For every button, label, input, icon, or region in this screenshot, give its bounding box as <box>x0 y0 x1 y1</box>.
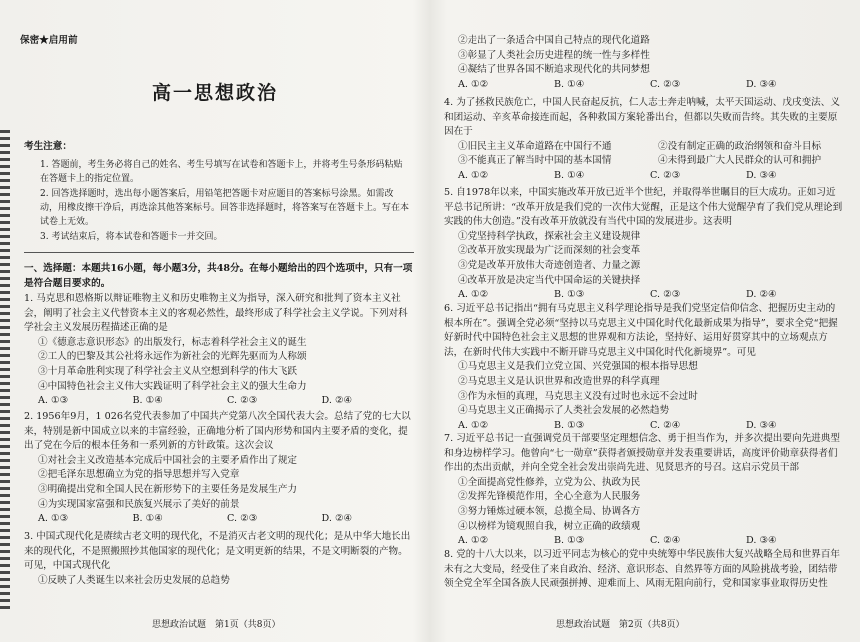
option: ②工人的巴黎及其公社将永远作为新社会的光辉先驱而为人称颂 <box>38 351 307 363</box>
choice-d: D. ③④ <box>746 78 777 90</box>
answer-choices <box>444 288 844 303</box>
question-stem: 8. 党的十八大以来，以习近平同志为核心的党中央统筹中华民族伟大复兴战略全局和世界百年未有之大变局，经受住了来自政治、经济、意识形态、自然界等方面的风险挑战考验，团结带领全党全军全国各族人民顽强拼搏、迎难而上、风雨无阻向前行，党和国家事业取得历史性 <box>444 549 840 590</box>
choice-b: B. ①③ <box>554 535 585 547</box>
choice-d: D. ②④ <box>321 513 353 525</box>
choice-b: B. ①③ <box>554 289 585 301</box>
answer-choices <box>24 394 416 409</box>
choice-d: D. ②④ <box>746 289 777 301</box>
option: ①党坚持科学执政，探索社会主义建设规律 <box>458 230 641 242</box>
option: ④改革开放是决定当代中国命运的关键抉择 <box>458 274 641 286</box>
notes-list <box>40 158 410 245</box>
question-stem: 5. 自1978年以来，中国实施改革开放已近半个世纪，并取得举世瞩目的巨大成功。正如习近平总书记所讲：“改革开放是我们党的一次伟大觉醒，正是这个伟大觉醒孕育了我们党从理论到实践的伟大创造。”没有改革开放就没有当代中国的发展进步。这表明 <box>444 187 843 228</box>
option: ①马克思主义是我们立党立国、兴党强国的根本指导思想 <box>458 361 698 373</box>
answer-choices <box>444 534 844 549</box>
answer-choices <box>24 512 416 527</box>
choice-a: A. ①② <box>458 78 489 90</box>
choice-c: C. ②④ <box>650 419 681 431</box>
question-2 <box>24 410 416 527</box>
page-footer: 思想政治试题 第2页（共8页） <box>556 620 685 630</box>
option: ③彰显了人类社会历史进程的统一性与多样性 <box>458 49 650 61</box>
option: ③努力锤炼过硬本领，总揽全局、协调各方 <box>458 505 641 517</box>
option: ①旧民主主义革命道路在中国行不通 <box>458 140 612 152</box>
question-5 <box>444 186 844 303</box>
choice-a: A. ①③ <box>38 513 69 525</box>
choice-a: A. ①② <box>458 535 489 547</box>
question-1 <box>24 292 416 409</box>
option: ④中国特色社会主义伟大实践证明了科学社会主义的强大生命力 <box>38 380 307 392</box>
choice-b: B. ①④ <box>554 169 585 181</box>
option: ②改革开放实现最为广泛而深刻的社会变革 <box>458 245 641 257</box>
option: ①《德意志意识形态》的出版发行，标志着科学社会主义的诞生 <box>38 336 307 348</box>
option-row <box>444 140 844 155</box>
question-3-continued <box>444 34 844 92</box>
choice-a: A. ①③ <box>38 395 69 407</box>
choice-c: C. ②③ <box>650 78 681 90</box>
option: ③不能真正了解当时中国的基本国情 <box>458 155 612 167</box>
question-7 <box>444 432 844 549</box>
choice-c: C. ②③ <box>227 395 258 407</box>
section-heading: 一、选择题：本题共16小题，每小题3分，共48分。在每小题给出的四个选项中，只有一项是符合题目要求的。 <box>24 263 413 289</box>
question-stem: 6. 习近平总书记指出“拥有马克思主义科学理论指导是我们党坚定信仰信念、把握历史主动的根本所在”。强调全党必须“坚持以马克思主义中国化时代化最新成果为指导”，要求全党“把握好新时代中国特色社会主义思想的世界观和方法论，坚持好、运用好贯穿其中的立场观点方法，在新时代伟大实践中不断开辟马克思主义中国化时代化新境界”。可见 <box>444 303 838 358</box>
option: ④以榜样为镜观照自我，树立正确的政绩观 <box>458 520 641 532</box>
option: ②走出了一条适合中国自己特点的现代化道路 <box>458 35 650 46</box>
question-3 <box>24 530 416 588</box>
choice-c: C. ②③ <box>650 289 681 301</box>
option: ②马克思主义是认识世界和改造世界的科学真理 <box>458 375 660 387</box>
divider <box>24 252 414 253</box>
page-footer: 思想政治试题 第1页（共8页） <box>152 620 281 630</box>
answer-choices <box>444 78 844 93</box>
answer-choices <box>444 169 844 184</box>
choice-b: B. ①④ <box>132 513 163 525</box>
option-row <box>444 154 844 169</box>
choice-c: C. ②③ <box>650 169 681 181</box>
option: ④未得到最广大人民群众的认可和拥护 <box>658 155 822 167</box>
binding-strip <box>0 130 10 610</box>
question-stem: 3. 中国式现代化是赓续古老文明的现代化，不是消灭古老文明的现代化；是从中华大地长出来的现代化，不是照搬照抄其他国家的现代化；是文明更新的结果，不是文明断裂的产物。可见，中国式现代化 <box>24 531 411 572</box>
question-stem: 2. 1956年9月，1 026名党代表参加了中国共产党第八次全国代表大会。总结了党的七大以来，特别是新中国成立以来的丰富经验，正确地分析了国内形势和国内主要矛盾的变化，提出了党在今后的根本任务和一系列新的方针政策。这次会议 <box>24 411 411 452</box>
choice-b: B. ①④ <box>554 78 585 90</box>
choice-b: B. ①③ <box>554 419 585 431</box>
option: ④为实现国家富强和民族复兴展示了美好的前景 <box>38 498 240 510</box>
note-item: 3. 考试结束后，将本试卷和答题卡一并交回。 <box>40 232 223 242</box>
option: ④凝结了世界各国不断追求现代化的共同梦想 <box>458 64 650 76</box>
option: ①反映了人类诞生以来社会历史发展的总趋势 <box>38 574 230 586</box>
option: ②把毛泽东思想确立为党的指导思想并写入党章 <box>38 469 240 481</box>
option: ③十月革命胜利实现了科学社会主义从空想到科学的伟大飞跃 <box>38 365 298 377</box>
question-stem: 7. 习近平总书记一直强调党员干部要坚定理想信念、勇于担当作为，并多次提出要向先进典型和身边榜样学习。他曾向“七一勋章”获得者颁授勋章并发表重要讲话，高度评价勋章获得者们作出的杰出贡献，并向全党全社会发出崇尚先进、见贤思齐的号召。这启示党员干部 <box>444 433 840 474</box>
choice-d: D. ③④ <box>746 169 777 181</box>
question-4 <box>444 96 844 184</box>
choice-a: A. ①② <box>458 289 489 301</box>
option: ①对社会主义改造基本完成后中国社会的主要矛盾作出了规定 <box>38 454 298 466</box>
exam-page-2 <box>430 0 860 642</box>
choice-c: C. ②③ <box>227 513 258 525</box>
question-8 <box>444 548 844 592</box>
note-item: 1. 答题前，考生务必将自己的姓名、考生号填写在试卷和答题卡上，并将考生号条形码粘贴在答题卡上的指定位置。 <box>40 160 403 184</box>
option: ②没有制定正确的政治纲领和奋斗目标 <box>658 140 822 152</box>
option: ③明确提出党和全国人民在新形势下的主要任务是发展生产力 <box>38 483 298 495</box>
choice-d: D. ③④ <box>746 419 777 431</box>
question-stem: 1. 马克思和恩格斯以辩证唯物主义和历史唯物主义为指导，深入研究和批判了资本主义社会，阐明了社会主义代替资本主义的客观必然性，最终形成了科学社会主义学说。下列对科学社会主义发展历程描述正确的是 <box>24 293 408 334</box>
confidential-label: 保密★启用前 <box>20 35 78 46</box>
option: ①全面提高党性修养，立党为公、执政为民 <box>458 476 641 488</box>
option: ②发挥先锋模范作用，全心全意为人民服务 <box>458 491 641 503</box>
option: ③作为永恒的真理，马克思主义没有过时也永远不会过时 <box>458 390 698 402</box>
choice-d: D. ②④ <box>321 395 353 407</box>
notes-heading: 考生注意： <box>24 141 72 152</box>
option: ④马克思主义正确揭示了人类社会发展的必然趋势 <box>458 405 670 417</box>
choice-a: A. ①② <box>458 419 489 431</box>
choice-c: C. ②④ <box>650 535 681 547</box>
choice-b: B. ①④ <box>132 395 163 407</box>
choice-a: A. ①② <box>458 169 489 181</box>
choice-d: D. ③④ <box>746 535 777 547</box>
exam-title: 高一思想政治 <box>151 82 278 104</box>
note-item: 2. 回答选择题时，选出每小题答案后，用铅笔把答题卡对应题目的答案标号涂黑。如需改动，用橡皮擦干净后，再选涂其他答案标号。回答非选择题时，将答案写在答题卡上。写在本试卷上无效。 <box>40 189 410 227</box>
question-stem: 4. 为了拯救民族危亡，中国人民奋起反抗，仁人志士奔走呐喊，太平天国运动、戊戌变法、义和团运动、辛亥革命接连而起，各种救国方案轮番出台，但都以失败而告终。其失败的主要原因在于 <box>444 97 840 138</box>
question-6 <box>444 302 844 433</box>
option: ③党是改革开放伟大奇迹创造者、力量之源 <box>458 259 641 271</box>
